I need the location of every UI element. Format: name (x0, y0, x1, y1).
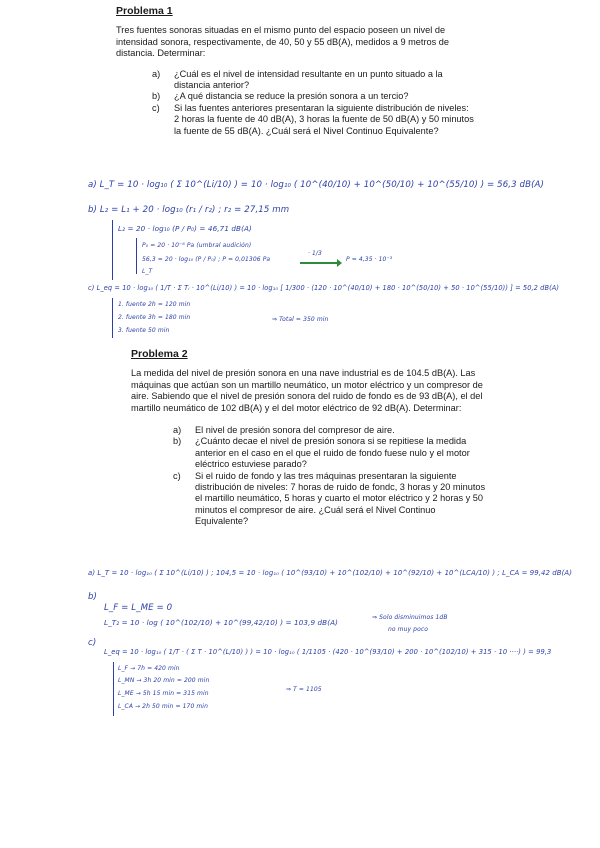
solution-1c-line3: 3. fuente 50 min (118, 327, 170, 334)
problem-2-statement: La medida del nivel de presión sonora en una nave industrial es de 104.5 dB(A). Las máquinas que actúan son un martillo neumático, un motor eléctrico y un compresor de aire. Sabiendo que el nivel de presión sonora del ruido de fondo es de 93 dB(A), el del martillo neumático de 102 dB(A) y el del motor eléctrico de 92 dB(A). Determinar: (131, 368, 483, 413)
bracket-line (112, 298, 113, 338)
solution-1a: a) L_T = 10 · log₁₀ ( Σ 10^(Li/10) ) = 10 · log₁₀ ( 10^(40/10) + 10^(50/10) + 10^(55/10) ) = 56,3 dB(A) (88, 180, 544, 190)
question-item (173, 471, 491, 528)
solution-2c-line5: L_CA → 2h 50 min = 170 min (118, 703, 208, 710)
problem-1-block (116, 6, 476, 137)
question-label: b) (152, 91, 161, 102)
solution-2a: a) L_T = 10 · log₁₀ ( Σ 10^(Li/10) ) ; 104,5 = 10 · log₁₀ ( 10^(93/10) + 10^(102/10) + 10^(92/10) + 10^(LCA/10) ) ; L_CA = 99,42 dB(A) (88, 569, 572, 577)
solution-1c-line2: 2. fuente 3h = 180 min (118, 314, 191, 321)
solution-1b-line3: 56,3 = 20 · log₁₀ (P / P₀) ; P = 0,01306 Pa (142, 256, 271, 263)
solution-2c-line4: L_ME → 5h 15 min = 315 min (118, 690, 209, 697)
question-label: c) (152, 102, 160, 113)
solution-1b-line2: P₀ = 20 · 10⁻⁶ Pa (umbral audición) (142, 242, 252, 249)
problem-2-title: Problema 2 (131, 348, 188, 360)
solution-1b-line5: L_T (142, 268, 153, 275)
question-text: Si las fuentes anteriores presentaran la siguiente distribución de niveles: 2 horas la fuente de 40 dB(A), 3 horas la fuente de 50 dB(A) y 50 minutos la fuente de 55 dB(A). ¿Cuál será el Nivel Continuo Equivalente? (174, 102, 474, 136)
question-item (173, 436, 491, 470)
problem-1-title: Problema 1 (116, 5, 173, 17)
question-text: Si el ruido de fondo y las tres máquinas presentaran la siguiente distribución de niveles: 7 horas de ruido de fondc, 3 horas y 20 minutos el martillo neumático, 5 horas y cuarto el motor eléctrico y 2 horas y 50 minutos el compresor de aire. ¿Cuál será el Nivel Continuo Equivalente? (195, 470, 486, 527)
solution-1b-line4: P = 4,35 · 10⁻³ (346, 256, 393, 263)
solution-2c-line2: L_F → 7h = 420 min (118, 665, 180, 672)
solution-1b-line1: L₂ = 20 · log₁₀ (P / P₀) = 46,71 dB(A) (118, 224, 252, 233)
solution-2c-line1: L_eq = 10 · log₁₀ ( 1/T · ( Σ T · 10^(L/10) ) ) = 10 · log₁₀ ( 1/1105 · (420 · 10^(93/10) + 200 · 10^(102/10) + 315 · 10 ····) ) = 99,3 (104, 648, 552, 656)
problem-2-block (131, 349, 491, 528)
question-item (173, 425, 491, 436)
solution-2b: b) (88, 592, 98, 602)
solution-2b-note2: no muy poco (388, 626, 429, 633)
question-text: ¿Cuánto decae el nivel de presión sonora si se repitiese la medida anterior en el caso en el que el ruido de fondo fuese nulo y el motor eléctrico estuviese parado? (195, 436, 470, 470)
question-text: El nivel de presión sonora del compresor de aire. (195, 425, 395, 436)
question-item (152, 91, 476, 102)
question-label: c) (173, 470, 181, 481)
arrow-label: · 1/3 (308, 250, 322, 257)
problem-1-statement: Tres fuentes sonoras situadas en el mismo punto del espacio poseen un nivel de intensidad sonora, respectivamente, de 40, 50 y 55 dB(A), medidos a 9 metros de distancia. Determinar: (116, 25, 449, 59)
solution-2c-line3: L_MN → 3h 20 min = 200 min (118, 677, 210, 684)
solution-2b-line1: L_F = L_ME = 0 (104, 603, 173, 613)
question-label: a) (173, 425, 182, 436)
question-text: ¿A qué distancia se reduce la presión sonora a un tercio? (174, 91, 409, 102)
question-label: b) (173, 436, 182, 447)
bracket-line (112, 220, 113, 280)
solution-1c: c) L_eq = 10 · log₁₀ ( 1/T · Σ Tᵢ · 10^(Li/10) ) = 10 · log₁₀ [ 1/300 · (120 · 10^(40/10) + 180 · 10^(50/10) + 50 · 10^(55/10)) ] = 50,2 dB(A) (88, 284, 560, 292)
bracket-line (113, 662, 114, 716)
question-item (152, 103, 476, 137)
bracket-line (136, 238, 137, 274)
solution-2b-note: ⇒ Solo disminuimos 1dB (372, 614, 448, 621)
solution-2c: c) (88, 638, 97, 648)
solution-1b: b) L₂ = L₁ + 20 · log₁₀ (r₁ / r₂) ; r₂ = 27,15 mm (88, 205, 290, 215)
solution-1c-total: ⇒ Total = 350 min (272, 316, 329, 323)
solution-2c-total: ⇒ T = 1105 (286, 686, 322, 693)
question-text: ¿Cuál es el nivel de intensidad resultante en un punto situado a la distancia anterior? (174, 68, 443, 91)
green-arrow (300, 262, 338, 264)
solution-2b-line2: L_T₂ = 10 · log ( 10^(102/10) + 10^(99,42/10) ) = 103,9 dB(A) (104, 618, 339, 627)
solution-1c-line1: 1. fuente 2h = 120 min (118, 301, 191, 308)
question-item (152, 69, 476, 92)
problem-1-questions (152, 69, 476, 137)
problem-2-questions (173, 425, 491, 528)
question-label: a) (152, 68, 161, 79)
